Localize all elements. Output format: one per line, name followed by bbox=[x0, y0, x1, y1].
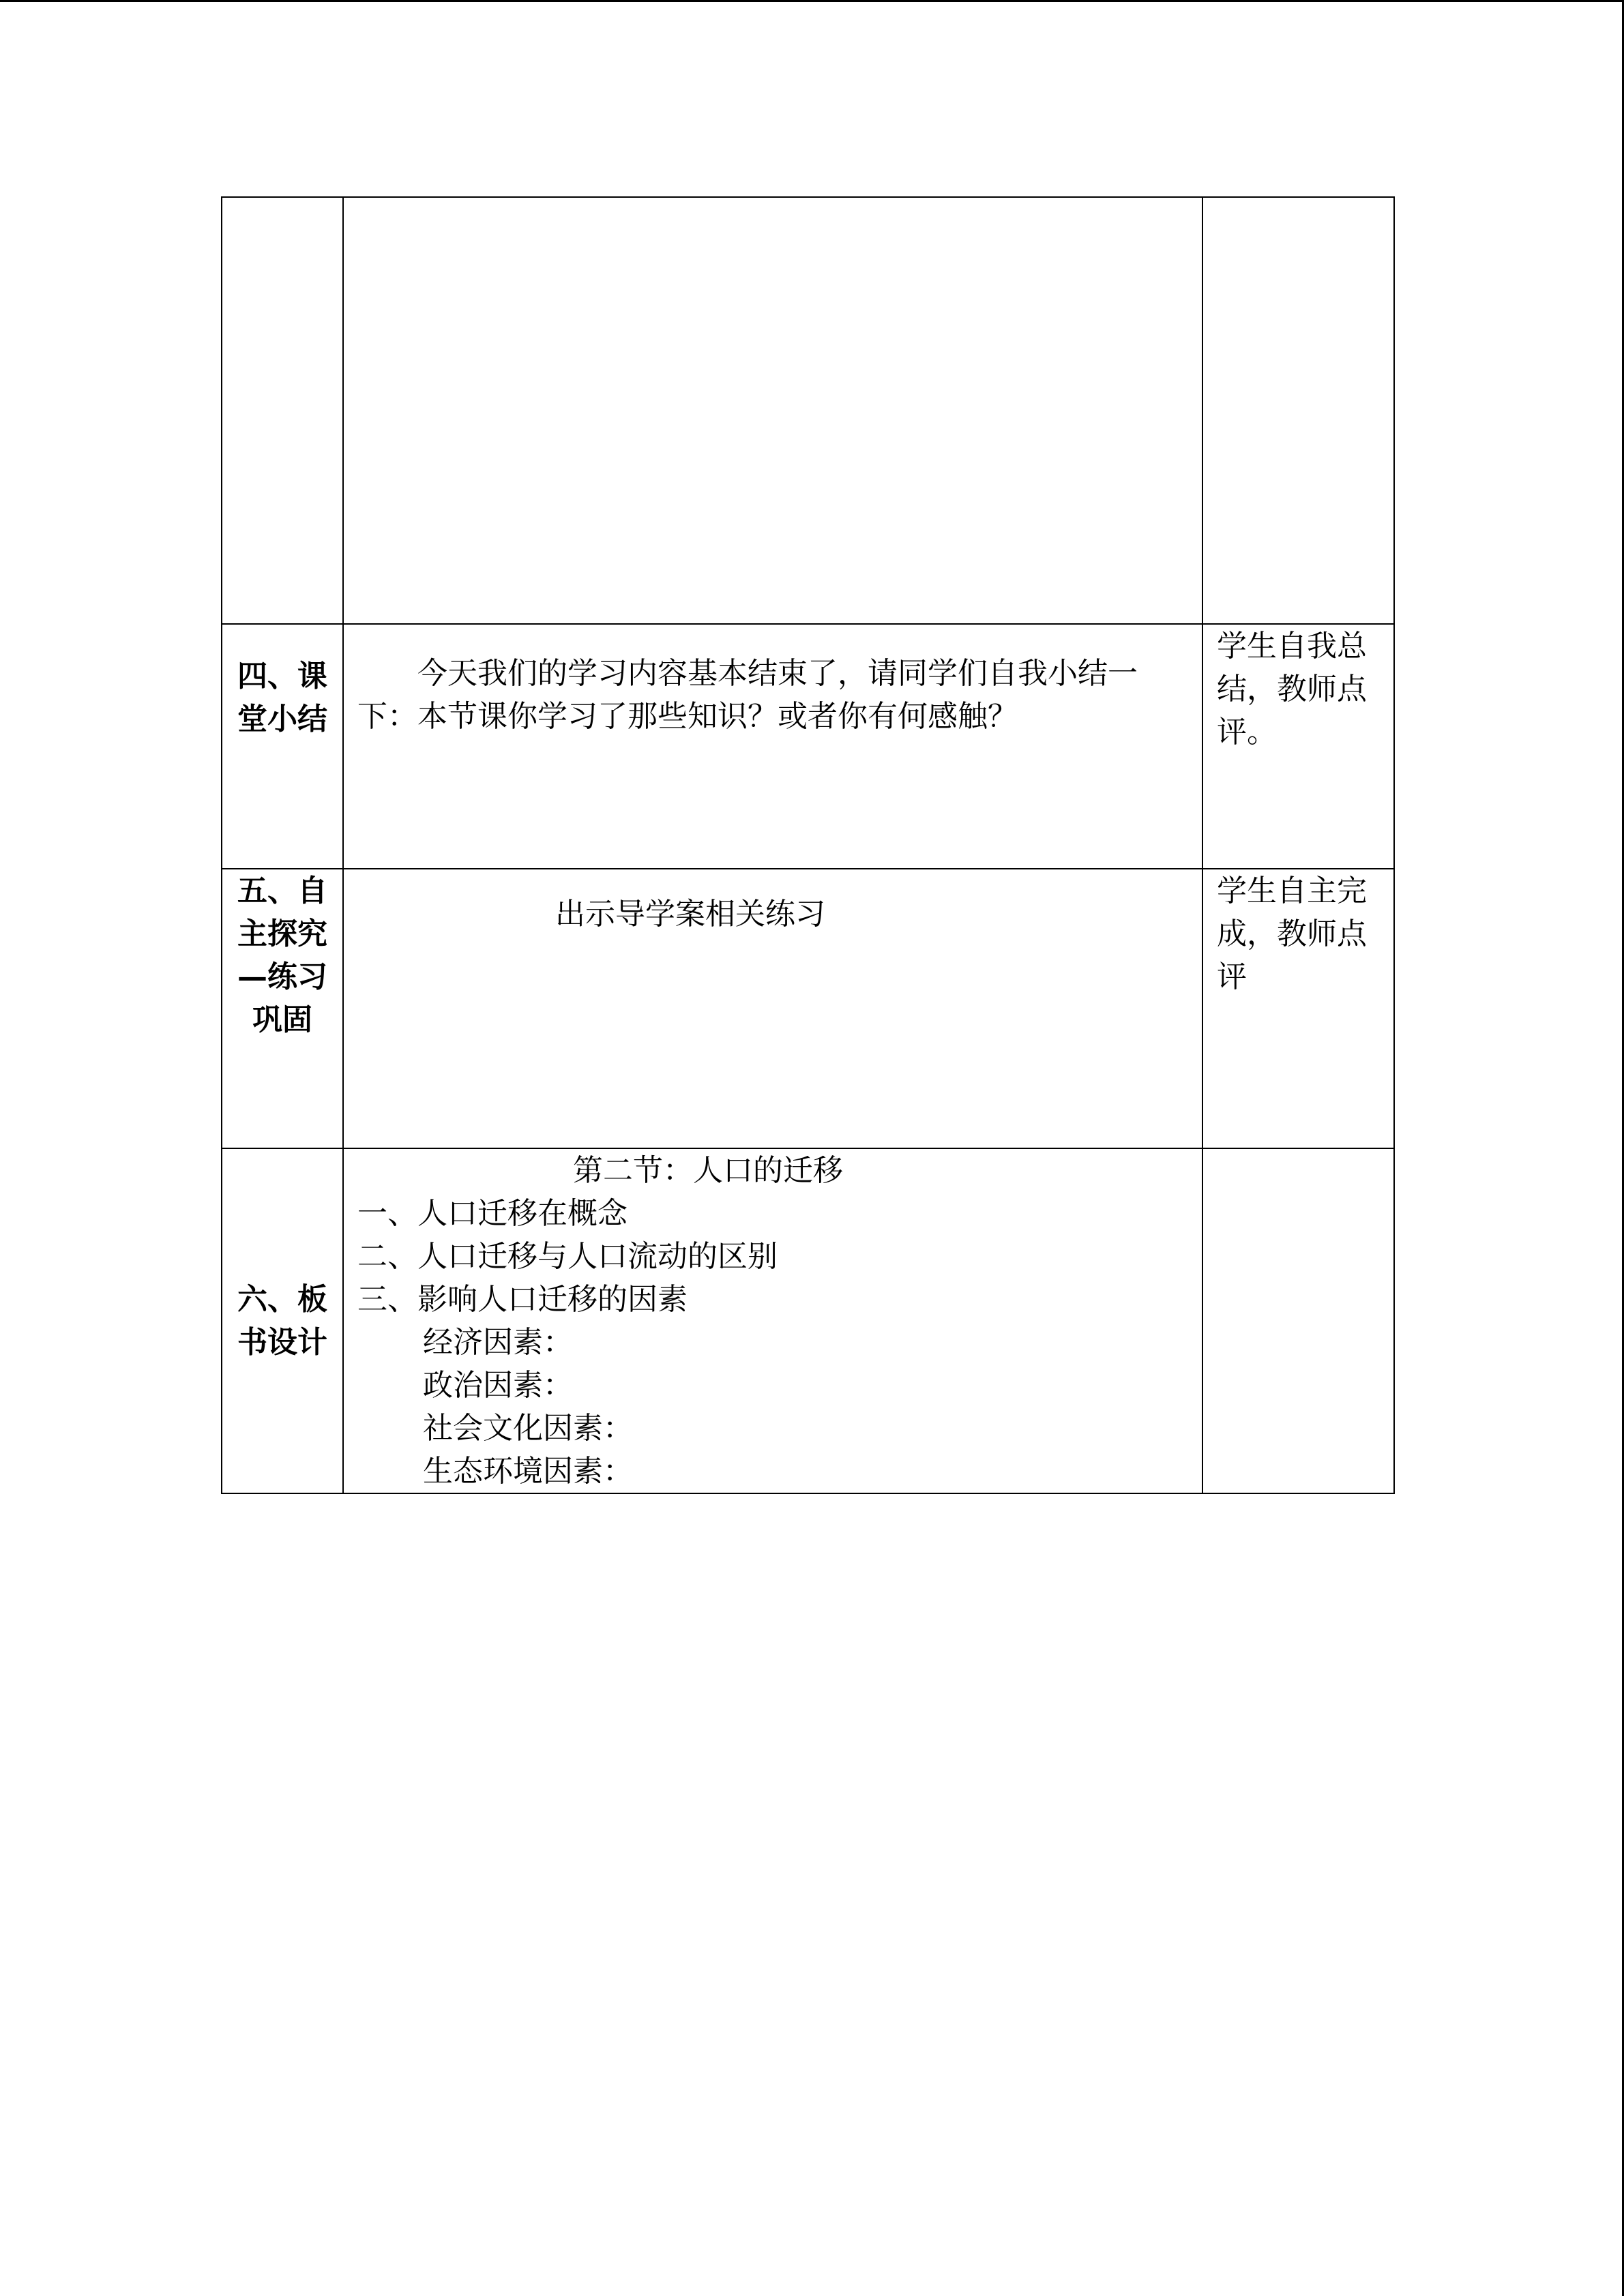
step-note-class-summary: 学生自我总结，教师点评。 bbox=[1202, 624, 1394, 869]
board-item: 三、影响人口迁移的因素 bbox=[357, 1282, 688, 1317]
practice-text: 出示导学案相关练习 bbox=[555, 897, 825, 931]
board-factor: 社会文化因素： bbox=[423, 1411, 633, 1446]
step-content-practice bbox=[343, 869, 1202, 1148]
table-row-class-summary bbox=[222, 624, 1394, 869]
step-label-cell bbox=[222, 197, 343, 624]
board-factor: 生态环境因素： bbox=[423, 1454, 633, 1489]
step-content-cell bbox=[343, 197, 1202, 624]
class-summary-text: 今天我们的学习内容基本结束了，请同学们自我小结一下：本节课你学习了那些知识？或者你有何感触？ bbox=[357, 656, 1138, 734]
step-note-board-design bbox=[1202, 1148, 1394, 1493]
board-item: 一、人口迁移在概念 bbox=[357, 1196, 628, 1231]
step-label-class-summary: 四、课堂小结 bbox=[222, 624, 343, 869]
table-row-practice bbox=[222, 869, 1394, 1148]
lesson-plan-table bbox=[221, 196, 1395, 1494]
board-factor: 经济因素： bbox=[423, 1325, 573, 1360]
step-label-practice: 五、自主探究—练习巩固 bbox=[222, 869, 343, 1148]
step-content-class-summary bbox=[343, 624, 1202, 869]
step-content-board-design bbox=[343, 1148, 1202, 1493]
board-factor: 政治因素： bbox=[423, 1368, 573, 1403]
step-note-practice: 学生自主完成，教师点评 bbox=[1202, 869, 1394, 1148]
step-note-cell bbox=[1202, 197, 1394, 624]
table-row-board-design bbox=[222, 1148, 1394, 1493]
page-top-border bbox=[0, 0, 1624, 2]
board-title: 第二节：人口的迁移 bbox=[573, 1153, 843, 1188]
board-item: 二、人口迁移与人口流动的区别 bbox=[357, 1239, 778, 1274]
step-label-board-design: 六、板书设计 bbox=[222, 1148, 343, 1493]
table-row-continuation bbox=[222, 197, 1394, 624]
